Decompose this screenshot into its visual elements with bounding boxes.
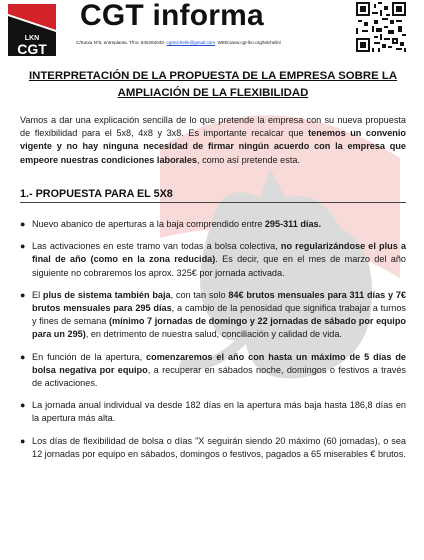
bullet-emphasis: 84€ brutos mensuales para 311 días y 7€ brutos mensuales para 295 días [32, 289, 406, 314]
bullet-text: Las activaciones en este tramo van todas a bolsa colectiva, [32, 241, 281, 252]
brand-title: CGT informa [80, 0, 264, 32]
logo-text-top: LKN [24, 35, 40, 42]
bullet-text: La jornada anual individual va desde 182 días en la apertura más baja hasta 186,8 días en la apertura más alta. [32, 400, 406, 424]
bullet-emphasis: plus de sistema también baja [42, 289, 171, 300]
bullet-icon: ● [20, 289, 26, 300]
intro-paragraph [20, 114, 406, 167]
bullet-text: , a cambio de la penosidad que significa trabajar a turnos y fines de semana [32, 303, 406, 327]
list-item [20, 399, 406, 425]
document-title-line-2: AMPLIACIÓN DE LA FLEXIBILIDAD [117, 87, 309, 99]
bullet-text: El [32, 289, 43, 300]
section-heading: 1.- PROPUESTA PARA EL 5X8 [20, 188, 173, 200]
bullet-list [20, 218, 406, 470]
bullet-icon: ● [20, 241, 26, 252]
bullet-icon: ● [20, 435, 26, 446]
bullet-text: Los días de flexibilidad de bolsa o días "X seguirán siendo 20 máximo (60 jornadas), o sea 12 jornadas por equipo en sábados, domingos o festivos, pagados a 65 miserables € brutos. [32, 435, 406, 459]
bullet-emphasis: no regularizándose el plus a final de año (como en la zona reducida) [32, 241, 406, 265]
intro-end: , como así pretende esta. [197, 154, 300, 165]
document-title [20, 68, 406, 102]
bullet-emphasis: 295-311 días. [264, 219, 322, 229]
list-item [20, 240, 406, 280]
intro-text: Vamos a dar una explicación sencilla de lo que pretende la empresa con su nueva propuesta de flexibilidad para el 5x8, 4x8 y 3x8. Es importante recalcar que [20, 115, 406, 139]
bullet-emphasis: (mínimo 7 jornadas de domingo y 22 jornadas de sábado por equipo para un 295) [32, 316, 406, 340]
bullet-text: , con tan solo [170, 289, 229, 300]
contact-email-link[interactable]: cgtmichelin@gmail.com [166, 40, 216, 45]
bullet-text: . Es decir, que en el mes de marzo del año siguiente no cobraremos los aprox. 325€ por jornada activada. [32, 254, 407, 278]
cgt-logo [6, 2, 58, 58]
list-item [20, 351, 406, 391]
bullet-icon: ● [20, 219, 26, 229]
list-item [20, 435, 406, 461]
bullet-text: En función de la apertura, [32, 351, 147, 362]
bullet-icon: ● [20, 400, 26, 411]
bullet-text: Nuevo abanico de aperturas a la baja comprendido entre [32, 219, 265, 229]
bullet-emphasis: comenzaremos el año con hasta un máximo de 5 días de bolsa negativa por equipo [32, 351, 406, 375]
logo-text-bottom: CGT [17, 41, 47, 57]
bullet-icon: ● [20, 351, 26, 362]
list-item [20, 289, 406, 342]
contact-web: WEB:www.cgt-lkn.org/Michelin/ [217, 40, 282, 45]
contact-line [76, 40, 281, 45]
document-title-line-1: INTERPRETACIÓN DE LA PROPUESTA DE LA EMPRESA SOBRE LA [28, 70, 398, 82]
list-item [20, 218, 406, 231]
bullet-text: , en detrimento de nuestra salud, conciliación y calidad de vida. [85, 329, 342, 340]
bullet-text: , a recuperar en sábados noche, domingos o festivos a través de activaciones. [32, 364, 406, 389]
qr-code-icon [356, 2, 406, 52]
contact-address: C/Kutxa Nº6, entreplanta. Tfno: 945284040 [76, 40, 164, 45]
intro-emphasis: tenemos un convenio vigente y no hay ninguna necesidad de firmar ningún acuerdo con la empresa que empeore nuestras condiciones laborales [20, 128, 406, 165]
section-divider [20, 202, 406, 203]
